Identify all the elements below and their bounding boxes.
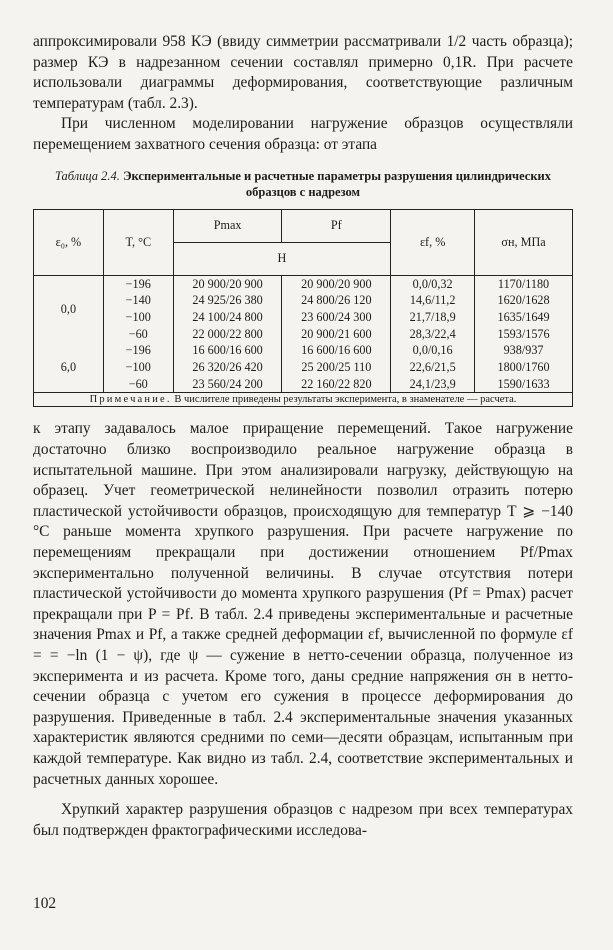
cell-pmax: 24 925/26 380 <box>173 292 282 309</box>
data-table <box>33 209 573 408</box>
header-temp: T, °C <box>103 209 173 275</box>
table-note-row <box>34 393 573 407</box>
eps0-group-1: 0,0 <box>60 301 77 316</box>
header-pf: Pf <box>282 209 391 242</box>
cell-sigma: 1800/1760 <box>475 359 573 376</box>
cell-temp: −100 <box>103 359 173 376</box>
cell-epsf: 28,3/22,4 <box>391 326 475 343</box>
cell-epsf: 22,6/21,5 <box>391 359 475 376</box>
table-caption <box>33 168 573 200</box>
table-row <box>34 359 573 376</box>
cell-pmax: 16 600/16 600 <box>173 342 282 359</box>
paragraph-1: аппроксимировали 958 КЭ (ввиду симметрии рассматривали 1/2 часть образца); размер КЭ в надрезанном сечении составлял примерно 0,1R. При расчете использовали диаграммы деформирования, соответствующие различным температурам (табл. 2.3). <box>33 33 573 112</box>
cell-temp: −196 <box>103 342 173 359</box>
cell-epsf: 0,0/0,32 <box>391 275 475 292</box>
page <box>33 32 573 841</box>
cell-pmax: 20 900/20 900 <box>173 275 282 292</box>
cell-temp: −60 <box>103 376 173 393</box>
table-row <box>34 326 573 343</box>
eps0-group-2: 6,0 <box>60 360 77 375</box>
cell-pmax: 23 560/24 200 <box>173 376 282 393</box>
table-row <box>34 275 573 292</box>
cell-pf: 23 600/24 300 <box>282 309 391 326</box>
cell-epsf: 14,6/11,2 <box>391 292 475 309</box>
cell-pf: 20 900/21 600 <box>282 326 391 343</box>
cell-epsf: 24,1/23,9 <box>391 376 475 393</box>
cell-sigma: 1170/1180 <box>475 275 573 292</box>
table-row <box>34 292 573 309</box>
table-row <box>34 309 573 326</box>
cell-pf: 16 600/16 600 <box>282 342 391 359</box>
cell-sigma: 1593/1576 <box>475 326 573 343</box>
cell-pf: 25 200/25 110 <box>282 359 391 376</box>
table-row <box>34 342 573 359</box>
cell-epsf: 21,7/18,9 <box>391 309 475 326</box>
cell-temp: −196 <box>103 275 173 292</box>
table-note-text: В числителе приведены результаты эксперимента, в знаменателе — расчета. <box>174 394 517 406</box>
cell-sigma: 1590/1633 <box>475 376 573 393</box>
paragraph-2: При численном моделировании нагружение образцов осуществляли перемещением захватного сечения образца: от этапа <box>33 115 573 153</box>
page-number: 102 <box>33 895 57 912</box>
header-pmax: Pmax <box>173 209 282 242</box>
paragraph-3: к этапу задавалось малое приращение перемещений. Такое нагружение достаточно близко воспроизводило реальное нагружение образца в испытательной машине. При этом анализировали нагрузку, действующую на образец. Учет геометрической нелинейности позволил отразить потерю пластической устойчивости образцов, происходящую для температур T ⩾ −140 °C раньше момента хрупкого разрушения. При расчете нагружение по перемещениям прекращали при достижении отношением Pf/Pmax экспериментально полученной величины. В случае отсутствия потери пластической устойчивости до момента хрупкого разрушения (Pf = Pmax) расчет прекращали при P = Pf. В табл. 2.4 приведены экспериментальные и расчетные значения Pmax и Pf, а также средней деформации εf, вычисленной по формуле εf = = −ln (1 − ψ), где ψ — сужение в нетто-сечении образца, полученное из эксперимента и из расчета. Кроме того, даны средние напряжения σн в нетто-сечении образца с учетом его сужения в процессе деформирования до разрушения. Приведенные в табл. 2.4 экспериментальные значения указанных характеристик являются средними по семи—десяти образцам, испытанным при каждой температуре. Как видно из табл. 2.4, соответствие экспериментальных и расчетных данных хорошее. <box>33 420 573 788</box>
cell-sigma: 1620/1628 <box>475 292 573 309</box>
table-caption-label: Таблица 2.4. <box>54 168 120 183</box>
paragraph-4: Хрупкий характер разрушения образцов с надрезом при всех температурах был подтвержден фрактографическими исследова- <box>33 801 573 839</box>
table-caption-text: Экспериментальные и расчетные параметры разрушения цилиндрических образцов с надрезом <box>123 168 552 199</box>
cell-sigma: 1635/1649 <box>475 309 573 326</box>
table-row <box>34 376 573 393</box>
table-note-label: Примечание. <box>89 394 172 406</box>
header-sigma: σн, МПа <box>475 209 573 275</box>
header-eps0: ε₀, % <box>34 209 104 275</box>
cell-pf: 20 900/20 900 <box>282 275 391 292</box>
header-unit: Н <box>173 242 391 275</box>
cell-pmax: 26 320/26 420 <box>173 359 282 376</box>
cell-temp: −140 <box>103 292 173 309</box>
cell-temp: −60 <box>103 326 173 343</box>
cell-pmax: 22 000/22 800 <box>173 326 282 343</box>
cell-epsf: 0,0/0,16 <box>391 342 475 359</box>
cell-pf: 22 160/22 820 <box>282 376 391 393</box>
header-epsf: εf, % <box>391 209 475 275</box>
table-note <box>34 393 573 407</box>
cell-temp: −100 <box>103 309 173 326</box>
cell-pf: 24 800/26 120 <box>282 292 391 309</box>
cell-sigma: 938/937 <box>475 342 573 359</box>
cell-pmax: 24 100/24 800 <box>173 309 282 326</box>
